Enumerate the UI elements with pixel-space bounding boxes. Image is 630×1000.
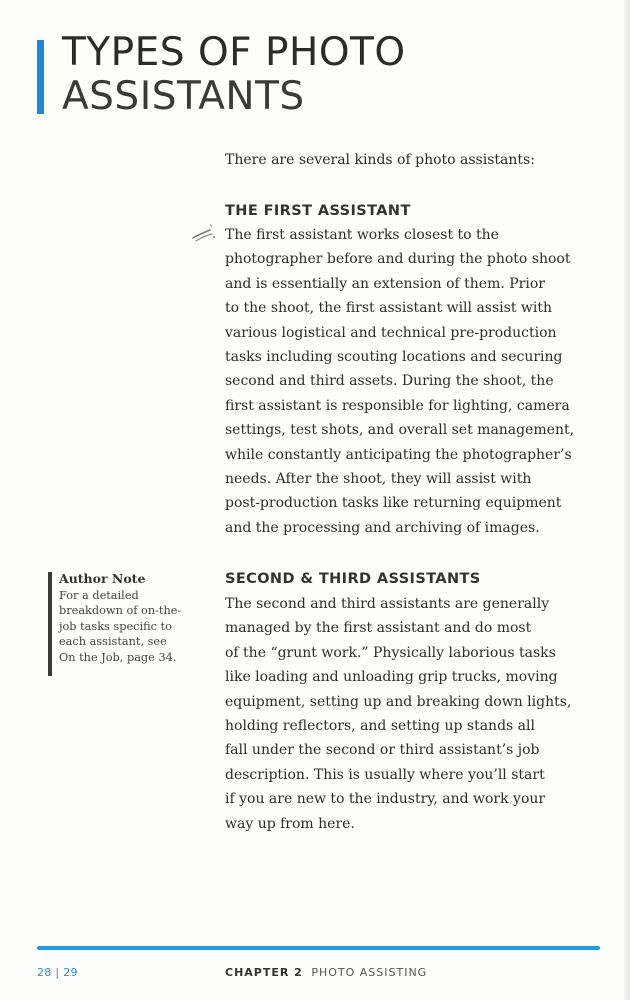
author-note-title: Author Note [59,571,146,586]
paragraph-line: various logistical and technical pre-production [225,324,557,341]
first-assistant-paragraph [225,223,600,540]
section-heading-second-third-assistants: SECOND & THIRD ASSISTANTS [225,571,481,587]
note-line: breakdown of on-the- [59,604,182,618]
paragraph-line: The first assistant works closest to the [225,227,499,243]
chapter-label: CHAPTER 2 [225,966,303,979]
title-line-2: ASSISTANTS [62,74,305,119]
paragraph-line: holding reflectors, and setting up stands all [225,718,535,735]
paragraph-line: needs. After the shoot, they will assist with [225,471,532,488]
note-line: On the Job, page 34. [59,650,177,664]
chapter-title: PHOTO ASSISTING [311,966,428,979]
title-accent-bar [37,40,44,114]
paragraph-line: of the “grunt work.” Physically laborious tasks [225,644,556,661]
paragraph-line: way up from here. [225,815,355,832]
paragraph-line: if you are new to the industry, and work your [225,791,546,808]
page-edge-shadow [624,0,630,1000]
paragraph-line: and the processing and archiving of images. [225,519,540,536]
paragraph-line: post-production tasks like returning equipment [225,495,562,512]
pencil-mark-icon [190,220,218,244]
paragraph-line: to the shoot, the first assistant will assist with [225,300,553,317]
paragraph-line: settings, test shots, and overall set management, [225,422,575,439]
author-note-bar [48,572,52,676]
second-third-assistants-paragraph [225,592,600,836]
paragraph-line: equipment, setting up and breaking down lights, [225,693,572,710]
paragraph-line: photographer before and during the photo shoot [225,251,571,268]
paragraph-line: description. This is usually where you’ll start [225,766,545,783]
note-line: For a detailed [59,589,139,602]
paragraph-line: while constantly anticipating the photographer’s [225,446,572,463]
paragraph-line: The second and third assistants are generally [225,596,550,612]
paragraph-line: like loading and unloading grip trucks, moving [225,669,558,686]
paragraph-line: managed by the first assistant and do most [225,620,532,637]
page-title [62,31,582,119]
paragraph-line: second and third assets. During the shoot, the [225,373,554,390]
paragraph-line: tasks including scouting locations and securing [225,349,563,366]
paragraph-line: first assistant is responsible for lighting, camera [225,397,570,414]
running-footer [225,966,427,979]
title-line-1: TYPES OF PHOTO [62,30,406,75]
intro-text: There are several kinds of photo assistants: [225,152,535,168]
paragraph-line: fall under the second or third assistant’s job [225,742,540,759]
note-line: job tasks specific to [59,619,172,633]
footer-rule [37,946,600,950]
paragraph-line: and is essentially an extension of them. Prior [225,275,545,292]
page-numbers: 28 | 29 [37,966,78,979]
section-heading-first-assistant: THE FIRST ASSISTANT [225,203,411,219]
note-line: each assistant, see [59,635,167,649]
author-note [48,571,208,681]
author-note-text [59,588,209,665]
